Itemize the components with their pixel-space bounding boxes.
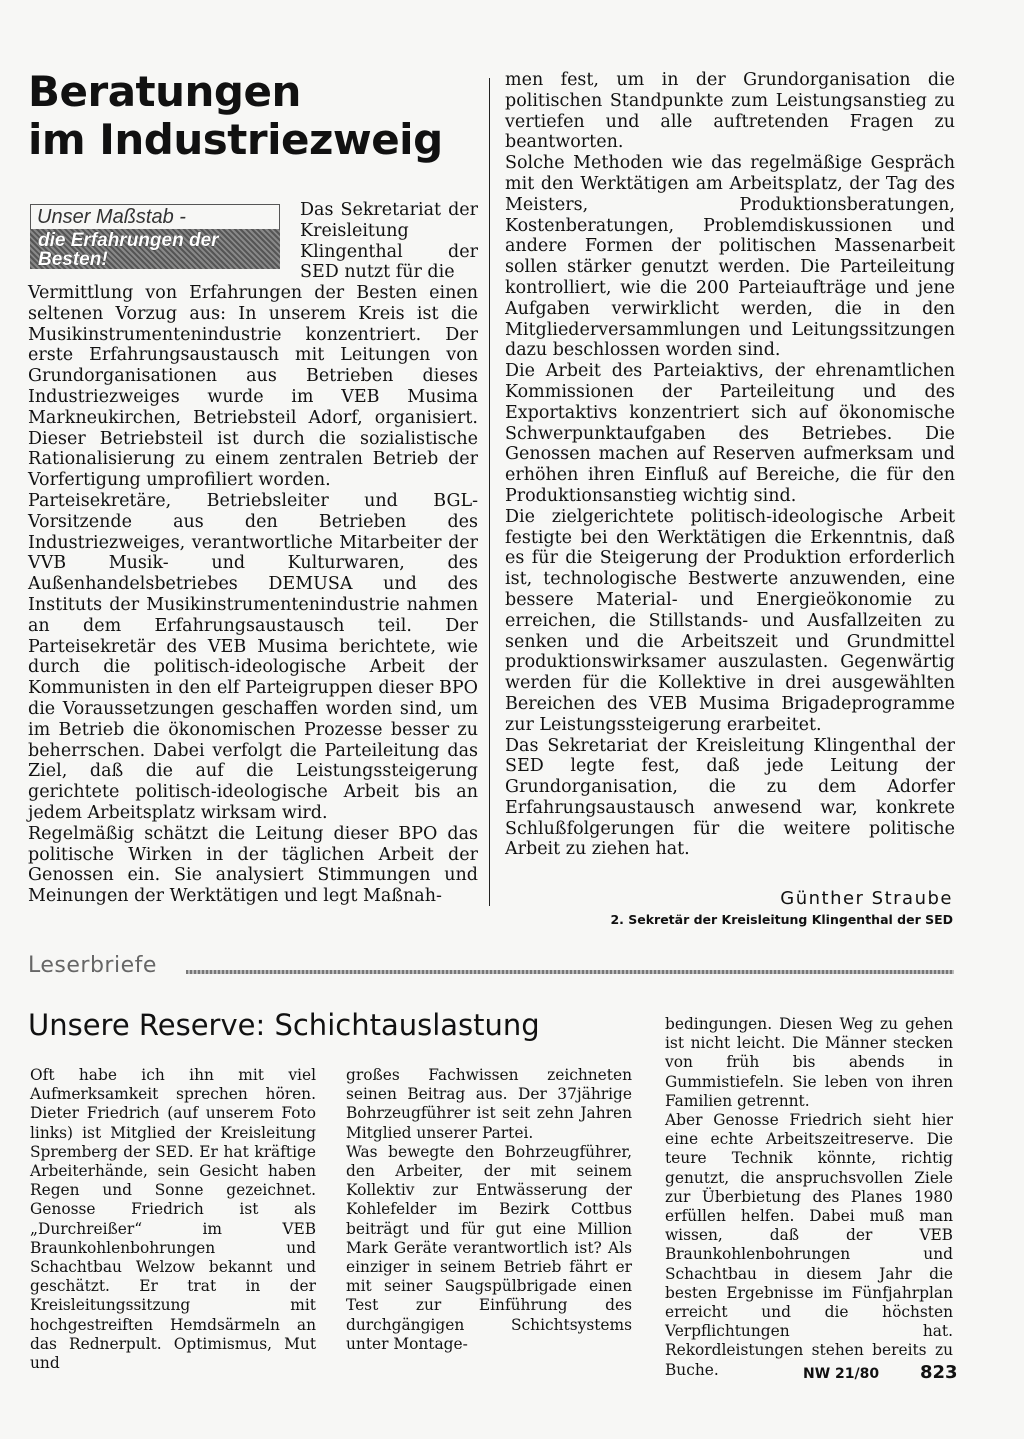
letters-column-2 [346,1066,632,1354]
article-column-right [505,70,955,860]
paragraph: Solche Methoden wie das regelmäßige Gespräch mit den Werktätigen am Arbeitsplatz, der Tag des Meisters, Produktionsberatungen, Kostenberatungen, Problemdiskussionen und andere Formen der politischen Massenarbeit sollen stärker genutzt werden. Die Parteileitung kontrolliert, wie die 200 Parteiaufträge und jene Aufgaben verwirklicht werden, die in den Mitgliederversammlungen und Leitungssitzungen dazu beschlossen worden sind. [505,153,955,361]
paragraph: Aber Genosse Friedrich sieht hier eine echte Arbeitszeitreserve. Die teure Technik könnte, richtig genutzt, die anspruchsvollen Ziele zur Überbietung des Planes 1980 erfüllen helfen. Dabei muß man wissen, daß der VEB Braunkohlenbohrungen und Schachtbau in diesem Jahr die besten Ergebnisse im Fünfjahrplan erreicht und die höchsten Verpflichtungen hat. Rekordleistungen stehen bereits zu Buche. [665,1111,953,1379]
column-divider [489,78,490,906]
issue-number: NW 21/80 [803,1366,880,1382]
section-rule [186,970,954,974]
motto-badge [30,204,280,270]
paragraph: Die zielgerichtete politisch-ideologische Arbeit festigte bei den Werktätigen die Erkenntnis, daß es für die Steigerung der Produktion erforderlich ist, technologische Bestwerte anzuwenden, eine bessere Material- und Energieökonomie zu erreichen, die Stillstands- und Ausfallzeiten zu senken und die Arbeitszeit und Grundmittel produktionswirksamer auszulasten. Gegenwärtig werden für die Kollektive in drei ausgewählten Bereichen des VEB Musima Brigadeprogramme zur Leistungssteigerung erarbeitet. [505,506,955,735]
article-headline: Beratungen im Industriezweig [28,67,443,164]
paragraph: Regelmäßig schätzt die Leitung dieser BPO das politische Wirken in der täglichen Arbeit der Genossen ein. Sie analysiert Stimmungen und Meinungen der Werktätigen und legt Maßnah- [28,823,478,907]
paragraph: men fest, um in der Grundorganisation die politischen Standpunkte zum Leistungsanstieg zu vertiefen und alle auftretenden Fragen zu beantworten. [505,70,955,153]
paragraph: Vermittlung von Erfahrungen der Besten einen seltenen Vorzug aus: In unserem Kreis ist die Musikinstrumentenindustrie konzentriert. Der erste Erfahrungsaustausch mit Leitungen von Grundorganisationen aus Betrieben dieses Industriezweiges wurde im VEB Musima Markneukirchen, Betriebsteil Adorf, organisiert. Dieser Betriebsteil ist durch die sozialistische Rationalisierung zu einem zentralen Betrieb der Vorfertigung umprofiliert worden. [28,283,478,491]
paragraph: Das Sekretariat der Kreisleitung Klingenthal der SED legte fest, daß jede Leitung der Grundorganisation, die zu dem Adorfer Erfahrungsaustausch anwesend war, konkrete Schlußfolgerungen für die weitere politische Arbeit zu ziehen hat. [505,735,955,860]
author-role: 2. Sekretär der Kreisleitung Klingenthal der SED [610,912,953,927]
article-column-left [28,283,478,907]
motto-badge-bottom: die Erfahrungen der Besten! [30,229,280,269]
author-name: Günther Straube [780,888,953,909]
letters-column-3 [665,1015,953,1380]
paragraph: Die Arbeit des Parteiaktivs, der ehrenamtlichen Kommissionen der Parteileitung und des Exportaktivs konzentriert sich auf ökonomische Schwerpunktaufgaben des Betriebes. Die Genossen machen auf Reserven aufmerksam und erhöhen ihren Einfluß auf Bereiche, die für den Produktionsanstieg wichtig sind. [505,361,955,506]
page-number: 823 [920,1362,958,1383]
paragraph: Parteisekretäre, Betriebsleiter und BGL-Vorsitzende aus den Betrieben des Industriezweiges, verantwortliche Mitarbeiter der VVB Musik- und Kulturwaren, des Außenhandelsbetriebes DEMUSA und des Instituts der Musikinstrumentenindustrie nahmen an dem Erfahrungsaustausch teil. Der Parteisekretär des VEB Musima berichtete, wie durch die politisch-ideologische Arbeit der Kommunisten in den elf Parteigruppen dieser BPO die Voraussetzungen geschaffen worden sind, um im Betrieb die ökonomischen Prozesse besser zu beherrschen. Dabei verfolgt die Parteileitung das Ziel, daß die auf die Leistungssteigerung gerichtete politisch-ideologische Arbeit bis an jedem Arbeitsplatz wirksam wird. [28,490,478,823]
section-label: Leserbriefe [28,953,157,978]
paragraph: Oft habe ich ihn mit viel Aufmerksamkeit sprechen hören. Dieter Friedrich (auf unserem Foto links) ist Mitglied der Kreisleitung Spremberg der SED. Er hat kräftige Arbeiterhände, sein Gesicht haben Regen und Sonne gezeichnet. Genosse Friedrich ist als „Durchreißer“ im VEB Braunkohlenbohrungen und Schachtbau Welzow bekannt und geschätzt. Er trat in der Kreisleitungssitzung mit hochgestreiften Hemdsärmeln an das Rednerpult. Optimismus, Mut und [30,1066,316,1373]
paragraph: großes Fachwissen zeichneten seinen Beitrag aus. Der 37jährige Bohrzeugführer ist seit zehn Jahren Mitglied unserer Partei. [346,1066,632,1142]
paragraph: bedingungen. Diesen Weg zu gehen ist nicht leicht. Die Männer stecken von früh bis abends in Gummistiefeln. Sie leben von ihren Familien getrennt. [665,1015,953,1110]
letters-headline: Unsere Reserve: Schichtauslastung [28,1008,540,1042]
letters-column-1 [30,1066,316,1373]
article-intro-text: Das Sekretariat der Kreisleitung Klingenthal der SED nutzt für die [300,200,478,283]
article-intro [300,200,478,283]
paragraph: Was bewegte den Bohrzeugführer, den Arbeiter, der mit seinem Kollektiv zur Entwässerung der Kohlefelder im Bezirk Cottbus beiträgt und für gut eine Million Mark Geräte verantwortlich ist? Als einziger in seinem Betrieb fährt er mit seiner Saugspülbrigade einen Test zur Einführung des durchgängigen Schichtsystems unter Montage- [346,1142,632,1353]
motto-badge-top: Unser Maßstab - [30,204,280,229]
